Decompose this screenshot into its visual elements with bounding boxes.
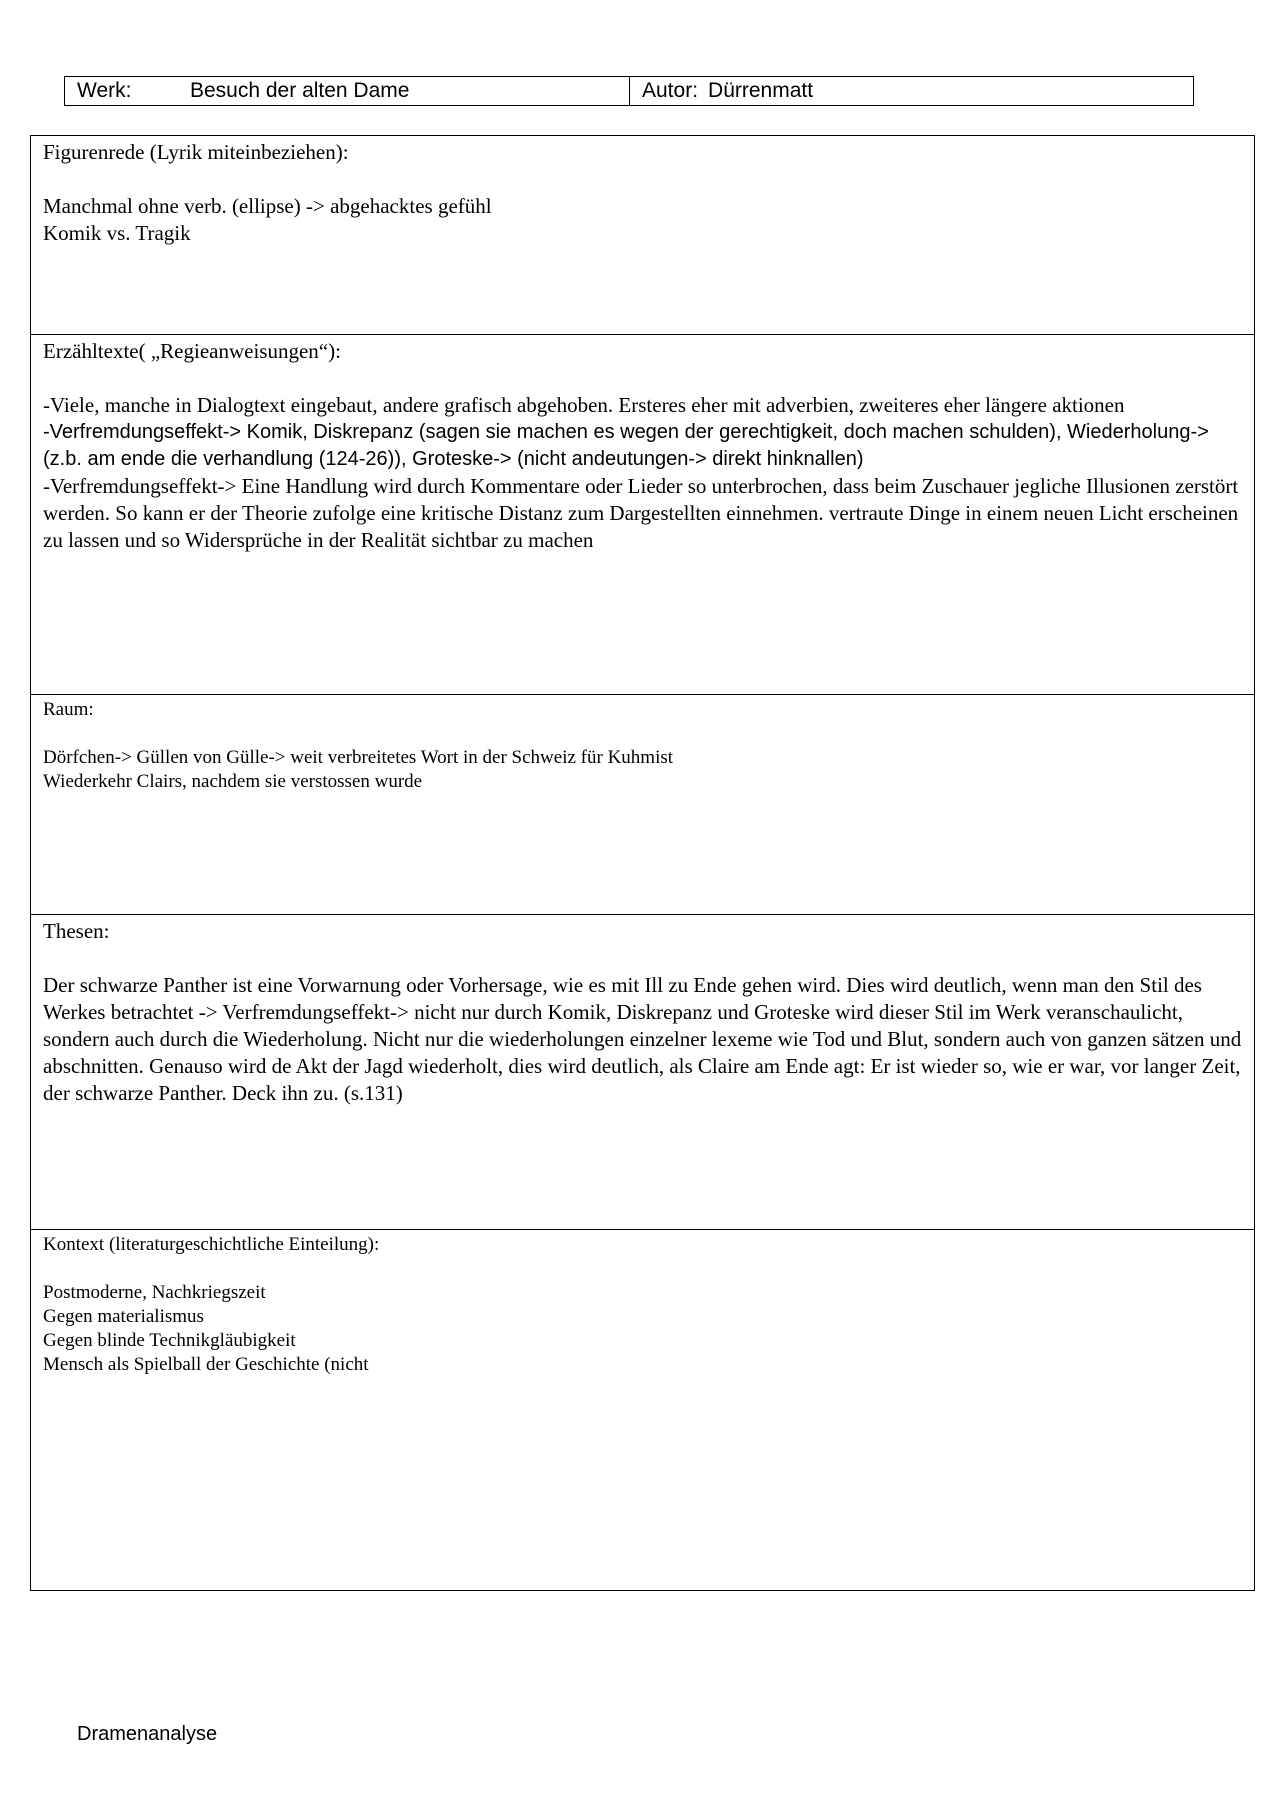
autor-value: Dürrenmatt bbox=[708, 79, 814, 102]
kontext-line: Postmoderne, Nachkriegszeit bbox=[43, 1282, 266, 1303]
figurenrede-title: Figurenrede (Lyrik miteinbeziehen): bbox=[43, 140, 349, 164]
kontext-title: Kontext (literaturgeschichtliche Einteilung): bbox=[43, 1234, 380, 1255]
raum-title: Raum: bbox=[43, 699, 94, 720]
kontext-line: Gegen materialismus bbox=[43, 1306, 204, 1327]
erzaehltexte-paragraph: -Verfremdungseffekt-> Eine Handlung wird durch Kommentare oder Lieder so unterbrochen, dass beim Zuschauer jegliche Illusionen zerstört werden. So kann er der Theorie zufolge eine kritische Distanz zum Dargestellten einnehmen. vertraute Dinge in einem neuen Licht erscheinen zu lassen und so Widersprüche in der Realität sichtbar zu machen bbox=[43, 474, 1239, 552]
section-figurenrede bbox=[31, 136, 1254, 335]
footer-label: Dramenanalyse bbox=[77, 1723, 218, 1745]
section-thesen bbox=[31, 915, 1254, 1230]
autor-label: Autor: bbox=[642, 79, 699, 102]
figurenrede-line: Manchmal ohne verb. (ellipse) -> abgehacktes gefühl bbox=[43, 194, 492, 218]
analysis-table bbox=[30, 135, 1255, 1591]
werk-cell bbox=[65, 77, 630, 105]
section-kontext bbox=[31, 1230, 1254, 1590]
raum-line: Dörfchen-> Güllen von Gülle-> weit verbreitetes Wort in der Schweiz für Kuhmist bbox=[43, 747, 674, 768]
erzaehltexte-paragraph: -Verfremdungseffekt-> Komik, Diskrepanz (sagen sie machen es wegen der gerechtigkeit, doch machen schulden), Wiederholung-> (z.b. am ende die verhandlung (124-26)), Groteske-> (nicht andeutungen-> direkt hinknallen) bbox=[43, 421, 1209, 470]
raum-line: Wiederkehr Clairs, nachdem sie verstossen wurde bbox=[43, 771, 423, 792]
werk-label: Werk: bbox=[77, 79, 132, 102]
autor-cell bbox=[630, 77, 1193, 105]
thesen-title: Thesen: bbox=[43, 919, 110, 943]
kontext-line: Mensch als Spielball der Geschichte (nicht bbox=[43, 1354, 369, 1375]
section-raum bbox=[31, 695, 1254, 915]
thesen-text: Der schwarze Panther ist eine Vorwarnung oder Vorhersage, wie es mit Ill zu Ende gehen wird. Dies wird deutlich, wenn man den Stil des Werkes betrachtet -> Verfremdungseffekt-> nicht nur durch Komik, Diskrepanz und Groteske wird dieser Stil im Werk veranschaulicht, sondern auch durch die Wiederholung. Nicht nur die wiederholungen einzelner lexeme wie Tod und Blut, sondern auch von ganzen sätzen und abschnitten. Genauso wird de Akt der Jagd wiederholt, dies wird deutlich, als Claire am Ende agt: Er ist wieder so, wie er war, vor langer Zeit, der schwarze Panther. Deck ihn zu. (s.131) bbox=[43, 973, 1242, 1105]
erzaehltexte-paragraph: -Viele, manche in Dialogtext eingebaut, andere grafisch abgehoben. Ersteres eher mit adverbien, zweiteres eher längere aktionen bbox=[43, 393, 1125, 417]
erzaehltexte-title: Erzähltexte( „Regieanweisungen“): bbox=[43, 339, 341, 363]
figurenrede-line: Komik vs. Tragik bbox=[43, 221, 191, 245]
header-table bbox=[64, 76, 1194, 106]
werk-value: Besuch der alten Dame bbox=[190, 79, 410, 102]
section-erzaehltexte bbox=[31, 335, 1254, 695]
kontext-line: Gegen blinde Technikgläubigkeit bbox=[43, 1330, 296, 1351]
